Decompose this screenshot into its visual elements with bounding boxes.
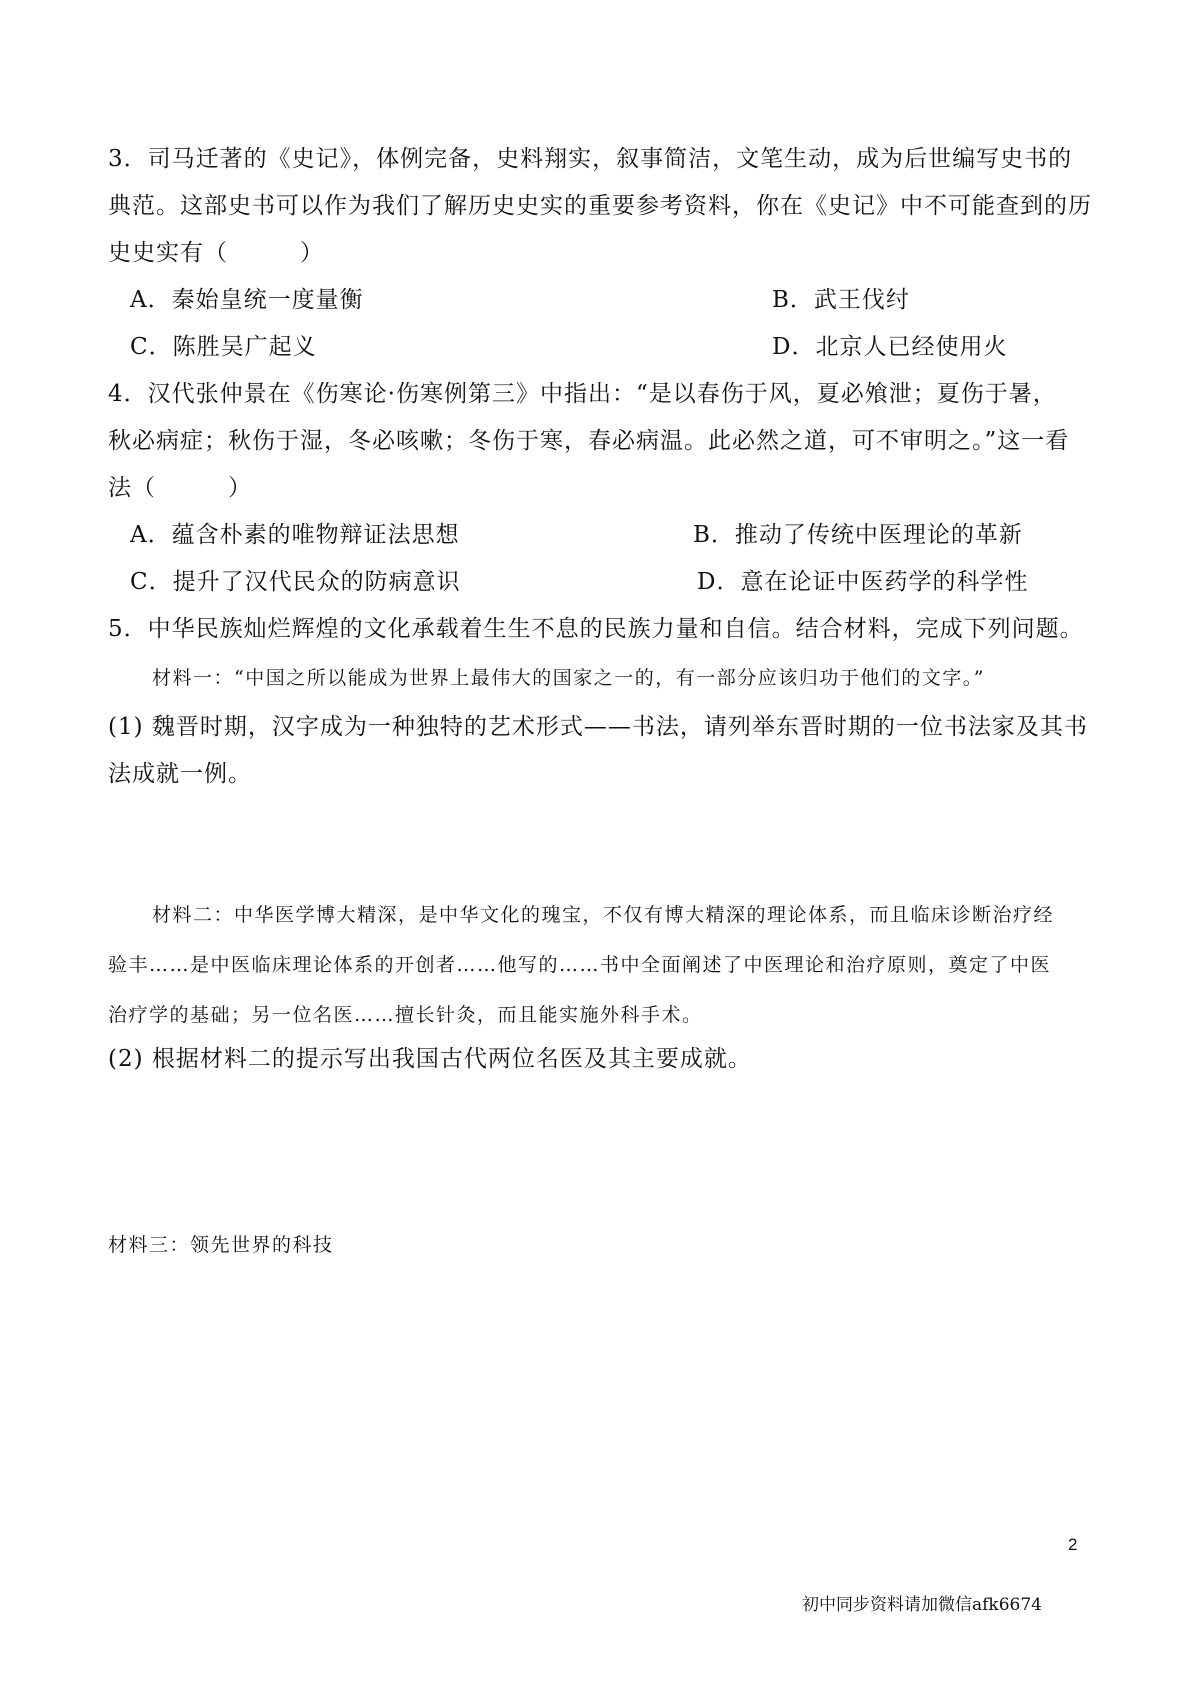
- q5-stem: 5．中华民族灿烂辉煌的文化承载着生生不息的民族力量和自信。结合材料，完成下列问题。: [108, 616, 1084, 642]
- q3-option-b: B．武王伐纣: [772, 287, 910, 313]
- q4-stem-line-2: 秋必病症；秋伤于湿，冬必咳嗽；冬伤于寒，春必病温。此必然之道，可不审明之。”这一看: [108, 428, 1070, 454]
- q5-material-1: 材料一：“中国之所以能成为世界上最伟大的国家之一的，有一部分应该归功于他们的文字。”: [152, 667, 985, 689]
- q3-stem-line-1: 3．司马迁著的《史记》，体例完备，史料翔实，叙事简洁，文笔生动，成为后世编写史书的: [108, 146, 1073, 172]
- footer-note: 初中同步资料请加微信afk6674: [802, 1595, 1042, 1615]
- q5-material-2-line-1: 材料二：中华医学博大精深，是中华文化的瑰宝，不仅有博大精深的理论体系，而且临床诊断治疗经: [152, 904, 1055, 926]
- q5-material-2-line-2: 验丰……是中医临床理论体系的开创者……他写的……书中全面阐述了中医理论和治疗原则，奠定了中医: [108, 954, 1052, 976]
- q4-option-b: B．推动了传统中医理论的革新: [693, 522, 1023, 548]
- q5-material-3: 材料三：领先世界的科技: [108, 1234, 334, 1256]
- q3-stem-line-2: 典范。这部史书可以作为我们了解历史史实的重要参考资料，你在《史记》中不可能查到的历: [108, 193, 1092, 219]
- q3-option-c: C．陈胜吴广起义: [130, 334, 317, 360]
- q4-stem-line-1: 4．汉代张仲景在《伤寒论·伤寒例第三》中指出：“是以春伤于风，夏必飧泄；夏伤于暑，: [108, 381, 1057, 407]
- q4-option-c: C．提升了汉代民众的防病意识: [130, 569, 461, 595]
- q5-sub1-line-2: 法成就一例。: [108, 761, 252, 787]
- q3-option-a: A．秦始皇统一度量衡: [130, 287, 364, 313]
- q5-sub2: (2) 根据材料二的提示写出我国古代两位名医及其主要成就。: [108, 1046, 752, 1072]
- q5-material-2-line-3: 治疗学的基础；另一位名医……擅长针灸，而且能实施外科手术。: [108, 1004, 703, 1026]
- page-number: 2: [1068, 1535, 1078, 1554]
- q3-option-d: D．北京人已经使用火: [772, 334, 1008, 360]
- q4-stem-line-3: 法（ ）: [108, 475, 252, 501]
- q3-stem-line-3: 史史实有（ ）: [108, 240, 324, 266]
- q4-option-d: D．意在论证中医药学的科学性: [697, 569, 1029, 595]
- q5-sub1-line-1: (1) 魏晋时期，汉字成为一种独特的艺术形式——书法，请列举东晋时期的一位书法家及其书: [108, 714, 1088, 740]
- q4-option-a: A．蕴含朴素的唯物辩证法思想: [130, 522, 460, 548]
